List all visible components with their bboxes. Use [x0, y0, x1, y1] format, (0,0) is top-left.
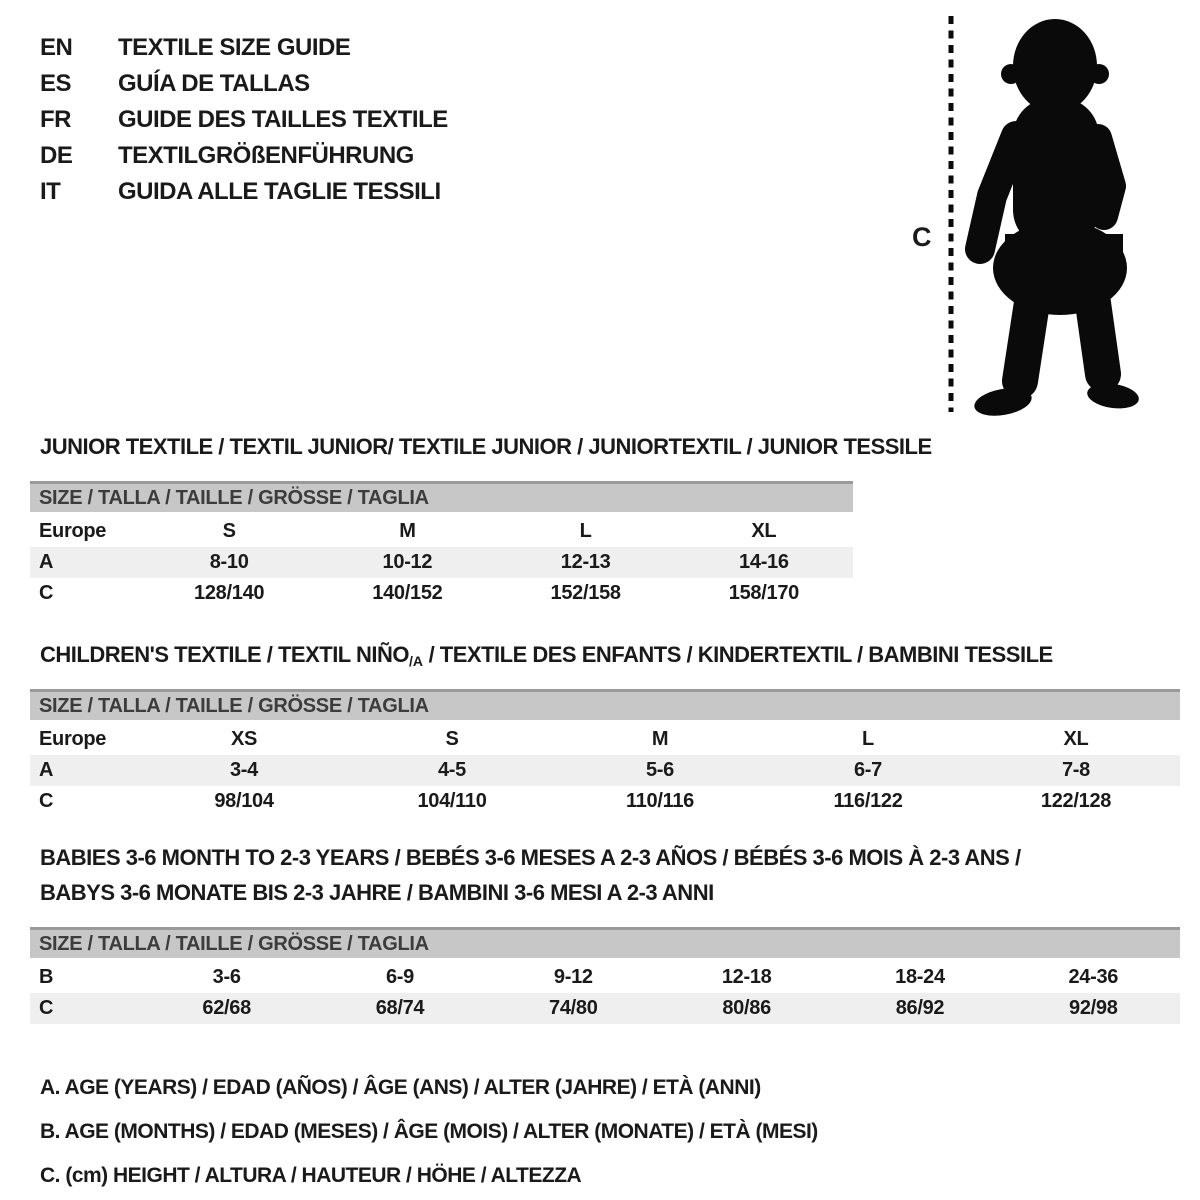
legend-notes — [40, 1066, 818, 1198]
language-title: TEXTILE SIZE GUIDE — [118, 34, 351, 61]
language-row — [40, 138, 448, 174]
table-row — [30, 724, 1180, 755]
size-cell: 80/86 — [722, 997, 771, 1019]
size-header-bar: SIZE / TALLA / TAILLE / GRÖSSE / TAGLIA — [30, 481, 853, 512]
language-code: IT — [40, 178, 61, 205]
row-label: A — [39, 759, 54, 781]
row-label: C — [39, 582, 54, 604]
language-code: FR — [40, 106, 71, 133]
table-row — [30, 786, 1180, 817]
table-row — [30, 578, 853, 609]
size-cell: 122/128 — [1040, 790, 1112, 812]
size-cell: 6-7 — [853, 759, 882, 781]
size-cell: 104/110 — [417, 790, 487, 812]
language-row — [40, 30, 448, 66]
size-cell: 116/122 — [833, 790, 903, 812]
size-cell: 24-36 — [1068, 966, 1119, 988]
size-cell: 7-8 — [1061, 759, 1090, 781]
children-section-heading — [40, 642, 1053, 669]
size-cell: 92/98 — [1069, 997, 1118, 1019]
height-measure-figure — [900, 6, 1190, 421]
language-title: GUÍA DE TALLAS — [118, 70, 310, 97]
size-cell: 4-5 — [437, 759, 466, 781]
size-cell: 18-24 — [895, 966, 945, 988]
size-cell: 12-18 — [721, 966, 772, 988]
size-header-bar: SIZE / TALLA / TAILLE / GRÖSSE / TAGLIA — [30, 927, 1180, 958]
language-title: GUIDA ALLE TAGLIE TESSILI — [118, 178, 441, 205]
children-heading-subscript: /A — [408, 653, 423, 669]
size-cell: M — [399, 520, 416, 542]
language-row — [40, 174, 448, 210]
row-label: C — [39, 997, 54, 1019]
size-cell: 9-12 — [553, 966, 593, 988]
babies-section-heading-line2: BABYS 3-6 MONATE BIS 2-3 JAHRE / BAMBINI 3-6 MESI A 2-3 ANNI — [40, 880, 714, 905]
size-cell: XL — [1063, 728, 1089, 750]
note-age-years: A. AGE (YEARS) / EDAD (AÑOS) / ÂGE (ANS) / ALTER (JAHRE) / ETÀ (ANNI) — [40, 1076, 761, 1099]
size-cell: 152/158 — [550, 582, 621, 604]
table-row — [30, 962, 1180, 993]
size-cell: 74/80 — [549, 997, 598, 1019]
size-cell: XL — [751, 520, 777, 542]
size-cell: 68/74 — [375, 997, 425, 1019]
children-heading-text: CHILDREN'S TEXTILE / TEXTIL NIÑO — [40, 642, 409, 667]
language-title: TEXTILGRÖßENFÜHRUNG — [118, 142, 414, 169]
junior-section-heading: JUNIOR TEXTILE / TEXTIL JUNIOR/ TEXTILE JUNIOR / JUNIORTEXTIL / JUNIOR TESSILE — [40, 434, 932, 459]
row-label: C — [39, 790, 54, 812]
size-cell: 98/104 — [214, 790, 274, 812]
language-title: GUIDE DES TAILLES TEXTILE — [118, 106, 448, 133]
size-cell: L — [862, 728, 874, 750]
size-cell: 86/92 — [895, 997, 945, 1019]
toddler-silhouette-icon — [972, 19, 1140, 420]
size-header-bar: SIZE / TALLA / TAILLE / GRÖSSE / TAGLIA — [30, 689, 1180, 720]
babies-section-heading-line1: BABIES 3-6 MONTH TO 2-3 YEARS / BEBÉS 3-6 MESES A 2-3 AÑOS / BÉBÉS 3-6 MOIS À 2-3 ANS / — [40, 845, 1021, 870]
language-row — [40, 66, 448, 102]
size-cell: 14-16 — [739, 551, 789, 573]
size-cell: S — [222, 520, 236, 542]
size-cell: XS — [230, 728, 258, 750]
size-cell: 12-13 — [560, 551, 611, 573]
size-cell: L — [579, 520, 592, 542]
note-height-cm: C. (cm) HEIGHT / ALTURA / HAUTEUR / HÖHE / ALTEZZA — [40, 1164, 582, 1187]
language-row — [40, 102, 448, 138]
size-cell: M — [651, 728, 669, 750]
height-measure-label: C — [912, 222, 932, 252]
note-age-months: B. AGE (MONTHS) / EDAD (MESES) / ÂGE (MOIS) / ALTER (MONATE) / ETÀ (MESI) — [40, 1120, 818, 1143]
row-label: B — [39, 966, 54, 988]
table-row — [30, 547, 853, 578]
children-heading-text: / TEXTILE DES ENFANTS / KINDERTEXTIL / BAMBINI TESSILE — [422, 642, 1053, 667]
size-cell: 10-12 — [382, 551, 433, 573]
size-cell: 8-10 — [209, 551, 249, 573]
table-row — [30, 516, 853, 547]
language-title-block — [40, 30, 448, 210]
table-row — [30, 993, 1180, 1024]
junior-size-table — [30, 481, 853, 609]
row-label: Europe — [39, 728, 107, 750]
children-size-table — [30, 689, 1180, 817]
size-cell: 158/170 — [728, 582, 799, 604]
language-code: ES — [40, 70, 72, 97]
table-row — [30, 755, 1180, 786]
size-cell: 3-6 — [212, 966, 241, 988]
size-cell: 62/68 — [202, 997, 251, 1019]
size-cell: S — [445, 728, 459, 750]
language-code: EN — [40, 34, 73, 61]
size-cell: 6-9 — [385, 966, 414, 988]
size-cell: 110/116 — [626, 790, 694, 812]
row-label: Europe — [39, 520, 107, 542]
size-cell: 128/140 — [194, 582, 265, 604]
size-cell: 5-6 — [645, 759, 674, 781]
babies-size-table — [30, 927, 1180, 1024]
size-cell: 3-4 — [229, 759, 258, 781]
row-label: A — [39, 551, 54, 573]
language-code: DE — [40, 142, 73, 169]
size-cell: 140/152 — [372, 582, 443, 604]
